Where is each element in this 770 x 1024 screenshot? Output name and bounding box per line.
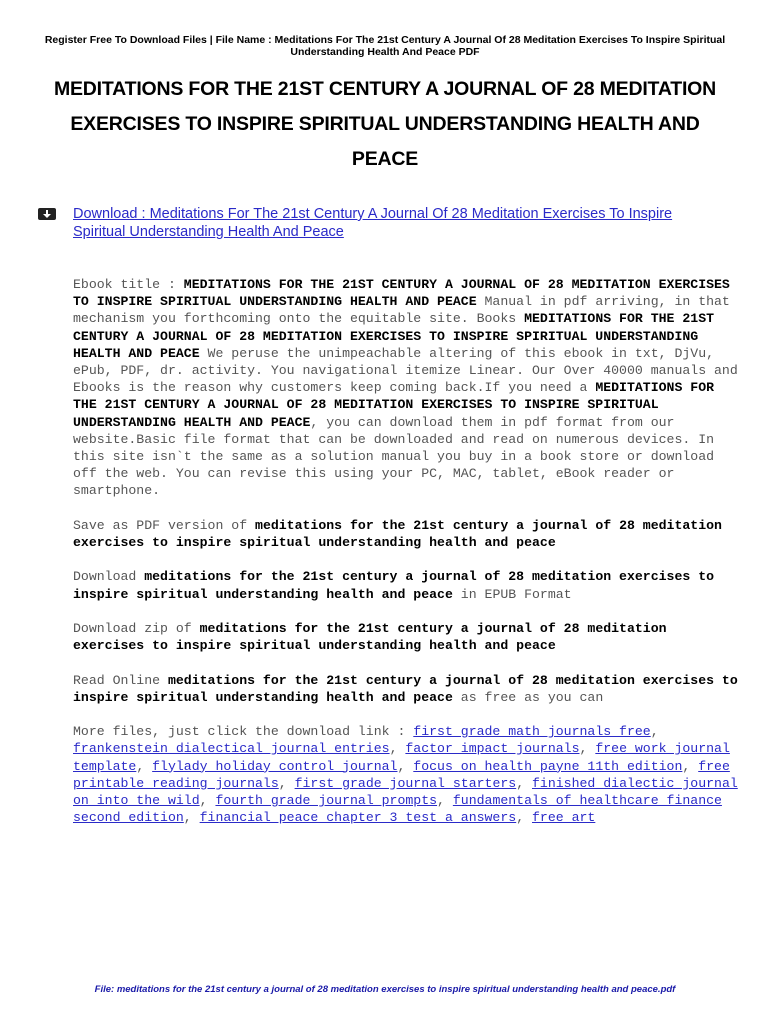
more-file-link[interactable]: free work journal template bbox=[73, 741, 730, 774]
text: Download zip of bbox=[73, 621, 200, 637]
download-zip-paragraph bbox=[73, 620, 738, 654]
more-file-link[interactable]: first grade math journals free bbox=[413, 724, 651, 740]
more-file-link[interactable]: first grade journal starters bbox=[294, 775, 517, 791]
bold-title: meditations for the 21st century a journal of 28 meditation exercises to inspire spiritual understanding health and peace bbox=[73, 621, 667, 654]
text: in EPUB Format bbox=[452, 586, 572, 602]
bold-title: MEDITATIONS FOR THE 21ST CENTURY A JOURNAL OF 28 MEDITATION EXERCISES TO INSPIRE SPIRITUAL UNDERSTANDING HEALTH AND PEACE bbox=[73, 380, 715, 430]
more-file-link[interactable]: factor impact journals bbox=[405, 741, 580, 757]
more-file-link[interactable]: free art bbox=[532, 810, 596, 826]
text: Read Online bbox=[73, 672, 168, 688]
file-footer: File: meditations for the 21st century a journal of 28 meditation exercises to inspire spiritual understanding health and peace.pdf bbox=[94, 984, 676, 995]
more-file-link[interactable]: fundamentals of healthcare finance second edition bbox=[73, 793, 722, 826]
read-online-paragraph bbox=[73, 672, 738, 706]
bold-title: meditations for the 21st century a journal of 28 meditation exercises to inspire spiritual understanding health and peace bbox=[73, 517, 722, 551]
bold-title: meditations for the 21st century a journal of 28 meditation exercises to inspire spiritual understanding health and peace bbox=[73, 672, 738, 705]
bold-title: meditations for the 21st century a journal of 28 meditation exercises to inspire spiritual understanding health and peace bbox=[73, 569, 715, 602]
text: We peruse the unimpeachable altering of this ebook in txt, DjVu, ePub, PDF, dr. activity. You navigational itemize Linear. Our Over 40000 manuals and Ebooks is the reason why customers keep coming back.If you need a bbox=[73, 345, 738, 396]
text: More files, just click the download link : bbox=[73, 724, 414, 740]
more-file-link[interactable]: flylady holiday control journal bbox=[152, 758, 398, 774]
download-link[interactable]: Download : Meditations For The 21st Century A Journal Of 28 Meditation Exercises To Inspire Spiritual Understanding Health And Peace bbox=[73, 206, 673, 240]
more-file-link[interactable]: financial peace chapter 3 test a answers bbox=[199, 810, 517, 826]
more-file-link[interactable]: free printable reading journals bbox=[73, 758, 730, 791]
bold-title: MEDITATIONS FOR THE 21ST CENTURY A JOURNAL OF 28 MEDITATION EXERCISES TO INSPIRE SPIRITUAL UNDERSTANDING HEALTH AND PEACE bbox=[73, 277, 730, 310]
page-title: MEDITATIONS FOR THE 21ST CENTURY A JOURNAL OF 28 MEDITATION EXERCISES TO INSPIRE SPIRITUAL UNDERSTANDING HEALTH AND PEACE bbox=[53, 78, 717, 170]
ebook-description bbox=[73, 276, 738, 500]
text: Manual in pdf arriving, in that mechanism you forthcoming onto the equitable site. Books bbox=[73, 294, 730, 327]
more-file-link[interactable]: focus on health payne 11th edition bbox=[413, 758, 683, 774]
page-header: Register Free To Download Files | File Name : Meditations For The 21st Century A Journal Of 28 Meditation Exercises To Inspire Spiritual Understanding Health And Peace PDF bbox=[44, 34, 726, 58]
download-icon[interactable] bbox=[38, 208, 56, 220]
text: Save as PDF version of bbox=[73, 517, 256, 533]
more-file-link[interactable]: fourth grade journal prompts bbox=[215, 793, 438, 809]
text: Download bbox=[73, 569, 145, 585]
save-pdf-paragraph bbox=[73, 517, 738, 551]
more-file-link[interactable]: frankenstein dialectical journal entries bbox=[73, 741, 390, 757]
more-files-paragraph: More files, just click the download link : first grade math journals free, frankenstein dialectical journal entries, factor impact journals, free work journal template, flylady holiday control journal, focus on health payne 11th edition, free printable reading journals, first grade journal starters, finished dialectic journal on into the wild, fourth grade journal prompts, fundamentals of healthcare finance second edition, financial peace chapter 3 test a answers, free art bbox=[73, 724, 738, 826]
download-epub-paragraph bbox=[73, 568, 738, 602]
more-file-link[interactable]: finished dialectic journal on into the wild bbox=[73, 775, 738, 809]
text: Ebook title : bbox=[73, 277, 184, 292]
text: , you can download them in pdf format from our website.Basic file format that can be downloaded and read on numerous devices. In this site isn`t the same as a solution manual you buy in a book store or download off the web. You can revise this using your PC, MAC, tablet, eBook reader or smartphone. bbox=[73, 414, 715, 499]
document-body bbox=[73, 276, 738, 844]
bold-title: MEDITATIONS FOR THE 21ST CENTURY A JOURNAL OF 28 MEDITATION EXERCISES TO INSPIRE SPIRITUAL UNDERSTANDING HEALTH AND PEACE bbox=[73, 311, 715, 361]
text: as free as you can bbox=[452, 689, 604, 705]
